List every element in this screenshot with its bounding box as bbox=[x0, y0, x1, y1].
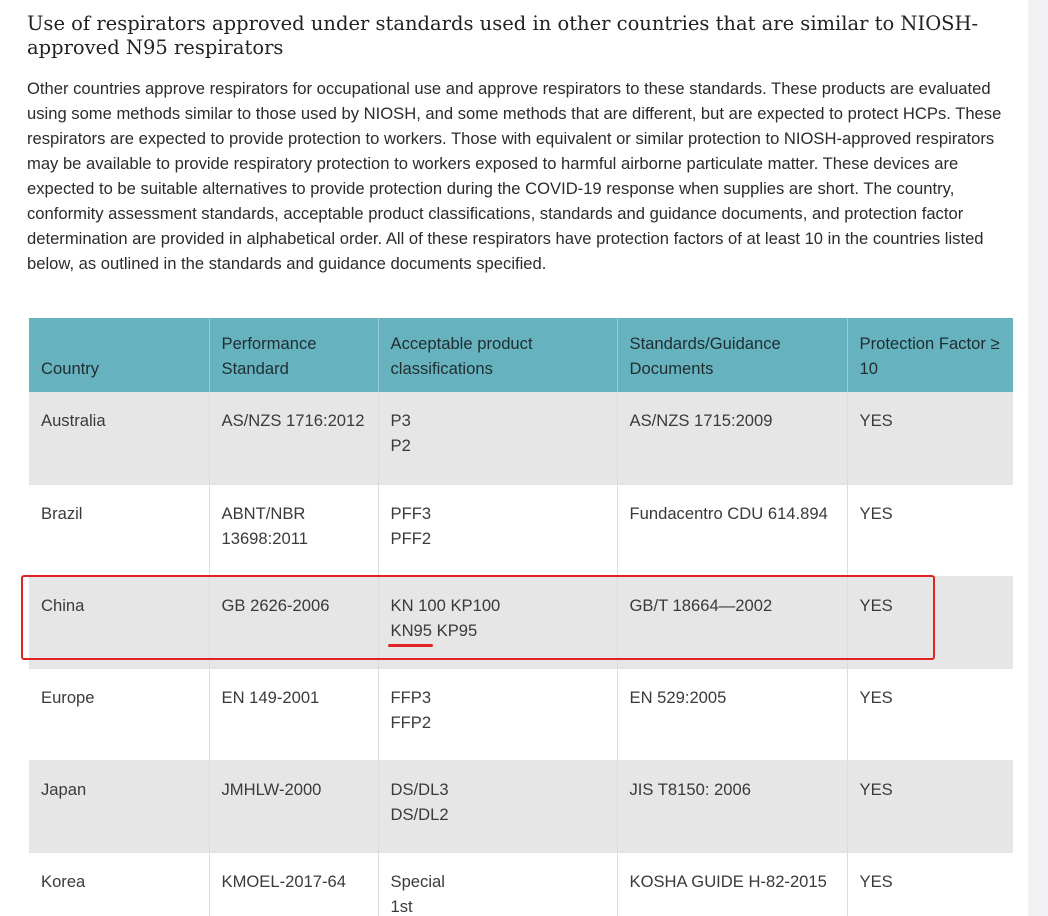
table-row-brazil bbox=[29, 484, 1013, 576]
cell-standard: AS/NZS 1716:2012 bbox=[209, 392, 378, 484]
cell-country: China bbox=[29, 576, 209, 668]
cell-documents: KOSHA GUIDE H-82-2015 bbox=[617, 852, 847, 916]
classification-item: FFP2 bbox=[390, 712, 432, 732]
header-documents: Standards/Guidance Documents bbox=[617, 318, 847, 392]
scrollbar-track[interactable] bbox=[1028, 0, 1048, 916]
cell-documents: EN 529:2005 bbox=[617, 668, 847, 760]
classification-item: FFP3 bbox=[390, 687, 432, 707]
cell-protection: YES bbox=[847, 760, 1013, 852]
cell-country: Brazil bbox=[29, 484, 209, 576]
table-row-japan bbox=[29, 760, 1013, 852]
cell-standard: JMHLW-2000 bbox=[209, 760, 378, 852]
cell-country: Europe bbox=[29, 668, 209, 760]
cell-documents: JIS T8150: 2006 bbox=[617, 760, 847, 852]
table-row-korea bbox=[29, 852, 1013, 916]
header-protection-factor: Protection Factor ≥ 10 bbox=[847, 318, 1013, 392]
classification-item: KN 100 KP100 bbox=[390, 595, 501, 615]
kn95-highlight bbox=[391, 618, 433, 643]
classification-item: PFF2 bbox=[390, 528, 432, 548]
classification-item: PFF3 bbox=[390, 503, 432, 523]
cell-documents: AS/NZS 1715:2009 bbox=[617, 392, 847, 484]
cell-standard: GB 2626-2006 bbox=[209, 576, 378, 668]
header-classifications: Acceptable product classifications bbox=[378, 318, 617, 392]
red-underline-annotation bbox=[388, 644, 434, 647]
classification-item-kn95-line bbox=[391, 618, 605, 643]
cell-classifications bbox=[378, 484, 617, 576]
cell-country: Australia bbox=[29, 392, 209, 484]
kn95-text: KN95 bbox=[390, 620, 433, 640]
cell-documents: GB/T 18664—2002 bbox=[617, 576, 847, 668]
table-row-australia bbox=[29, 392, 1013, 484]
kp95-text: KP95 bbox=[432, 620, 478, 640]
header-performance-standard: Performance Standard bbox=[209, 318, 378, 392]
table-row-china bbox=[29, 576, 1013, 668]
classification-item: Special bbox=[390, 871, 445, 891]
cell-standard: KMOEL-2017-64 bbox=[209, 852, 378, 916]
classification-item: DS/DL2 bbox=[390, 804, 449, 824]
header-country: Country bbox=[29, 318, 209, 392]
classification-item: 1st bbox=[390, 896, 413, 916]
cell-classifications bbox=[378, 392, 617, 484]
page-heading: Use of respirators approved under standards used in other countries that are similar to NIOSH-approved N95 respirators bbox=[27, 12, 979, 59]
classification-item: DS/DL3 bbox=[390, 779, 449, 799]
cell-documents: Fundacentro CDU 614.894 bbox=[617, 484, 847, 576]
cell-country: Korea bbox=[29, 852, 209, 916]
classification-item: P2 bbox=[390, 436, 411, 455]
cell-classifications bbox=[378, 852, 617, 916]
cell-protection: YES bbox=[847, 668, 1013, 760]
cell-protection: YES bbox=[847, 392, 1013, 484]
cell-protection: YES bbox=[847, 576, 1013, 668]
cell-classifications bbox=[378, 576, 617, 668]
cell-standard: EN 149-2001 bbox=[209, 668, 378, 760]
intro-paragraph: Other countries approve respirators for occupational use and approve respirators to these standards. These products are evaluated using some methods similar to those used by NIOSH, and some methods that are different, but are expected to protect HCPs. These respirators are expected to provide protection to workers. Those with equivalent or similar protection to NIOSH-approved respirators may be available to provide respiratory protection to workers exposed to harmful airborne particulate matter. These devices are expected to be suitable alternatives to provide protection during the COVID-19 response when supplies are short. The country, conformity assessment standards, acceptable product classifications, standards and guidance documents, and protection factor determination are provided in alphabetical order. All of these respirators have protection factors of at least 10 in the countries listed below, as outlined in the standards and guidance documents specified. bbox=[27, 79, 1002, 273]
classification-item: P3 bbox=[390, 411, 411, 430]
cell-classifications bbox=[378, 760, 617, 852]
respirator-standards-table bbox=[29, 318, 1013, 916]
cell-protection: YES bbox=[847, 852, 1013, 916]
cell-country: Japan bbox=[29, 760, 209, 852]
cell-classifications bbox=[378, 668, 617, 760]
table-header-row bbox=[29, 318, 1013, 392]
cell-standard: ABNT/NBR 13698:2011 bbox=[209, 484, 378, 576]
cell-protection: YES bbox=[847, 484, 1013, 576]
table-row-europe bbox=[29, 668, 1013, 760]
